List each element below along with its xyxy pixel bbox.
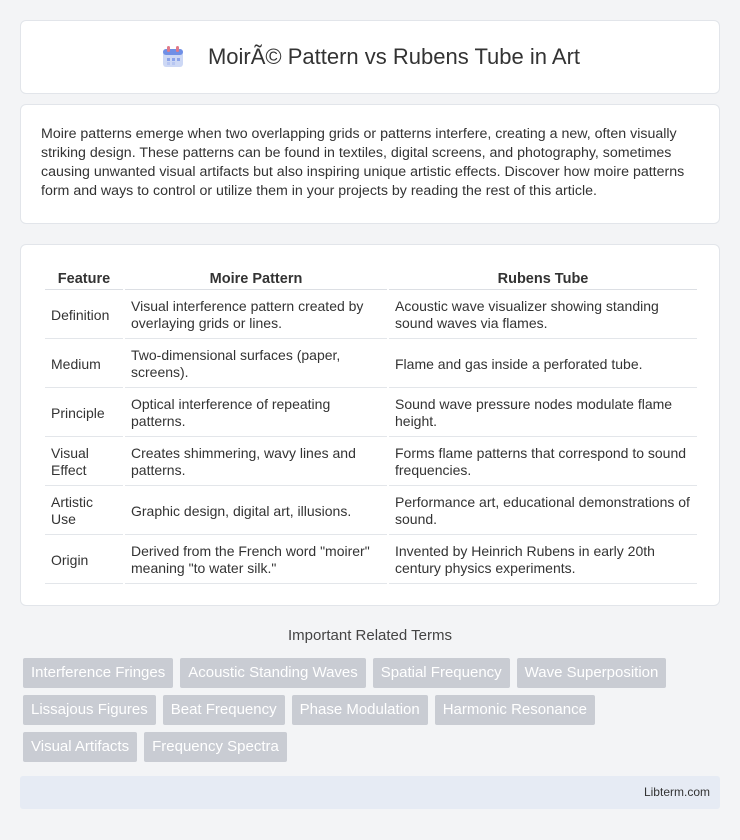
- table-row: [45, 341, 697, 388]
- row-rubens: Flame and gas inside a perforated tube.: [389, 341, 697, 388]
- related-terms-list: [23, 658, 723, 769]
- related-term-tag[interactable]: Wave Superposition: [517, 658, 667, 688]
- page-title: [160, 44, 580, 70]
- row-moire: Derived from the French word "moirer" meaning "to water silk.": [125, 537, 387, 584]
- row-feature: Principle: [45, 390, 123, 437]
- related-term-tag[interactable]: Interference Fringes: [23, 658, 173, 688]
- footer: [20, 776, 720, 809]
- table-row: [45, 439, 697, 486]
- row-moire: Two-dimensional surfaces (paper, screens).: [125, 341, 387, 388]
- row-moire: Visual interference pattern created by overlaying grids or lines.: [125, 292, 387, 339]
- table-row: [45, 292, 697, 339]
- row-feature: Artistic Use: [45, 488, 123, 535]
- related-term-tag[interactable]: Harmonic Resonance: [435, 695, 595, 725]
- row-rubens: Performance art, educational demonstrations of sound.: [389, 488, 697, 535]
- comparison-card: [20, 244, 720, 606]
- related-term-tag[interactable]: Beat Frequency: [163, 695, 285, 725]
- row-feature: Origin: [45, 537, 123, 584]
- table-row: [45, 537, 697, 584]
- row-moire: Optical interference of repeating patterns.: [125, 390, 387, 437]
- related-term-tag[interactable]: Frequency Spectra: [144, 732, 287, 762]
- row-feature: Visual Effect: [45, 439, 123, 486]
- page-title-text: MoirÃ© Pattern vs Rubens Tube in Art: [207, 44, 581, 69]
- table-row: [45, 488, 697, 535]
- row-rubens: Acoustic wave visualizer showing standing sound waves via flames.: [389, 292, 697, 339]
- row-moire: Graphic design, digital art, illusions.: [125, 488, 387, 535]
- related-term-tag[interactable]: Spatial Frequency: [373, 658, 510, 688]
- row-feature: Medium: [45, 341, 123, 388]
- related-terms-title: Important Related Terms: [288, 627, 452, 644]
- related-term-tag[interactable]: Phase Modulation: [292, 695, 428, 725]
- header-rubens: Rubens Tube: [389, 267, 697, 290]
- row-feature: Definition: [45, 292, 123, 339]
- related-term-tag[interactable]: Visual Artifacts: [23, 732, 137, 762]
- footer-site-link[interactable]: Libterm.com: [643, 785, 710, 799]
- row-rubens: Forms flame patterns that correspond to sound frequencies.: [389, 439, 697, 486]
- table-row: [45, 390, 697, 437]
- row-rubens: Invented by Heinrich Rubens in early 20th century physics experiments.: [389, 537, 697, 584]
- table-header-row: [45, 267, 697, 290]
- intro-text: Moire patterns emerge when two overlapping grids or patterns interfere, creating a new, often visually striking design. These patterns can be found in textiles, digital screens, and photography, sometimes causing unwanted visual artifacts but also inspiring unique artistic effects. Discover how moire patterns form and ways to control or utilize them in your projects by reading the rest of this article.: [41, 126, 685, 199]
- header-feature: Feature: [45, 267, 123, 290]
- header-moire: Moire Pattern: [125, 267, 387, 290]
- comparison-table: [43, 265, 699, 586]
- row-rubens: Sound wave pressure nodes modulate flame height.: [389, 390, 697, 437]
- row-moire: Creates shimmering, wavy lines and patterns.: [125, 439, 387, 486]
- intro-card: [20, 104, 720, 224]
- related-term-tag[interactable]: Acoustic Standing Waves: [180, 658, 366, 688]
- title-card: [20, 20, 720, 94]
- related-term-tag[interactable]: Lissajous Figures: [23, 695, 156, 725]
- calendar-icon: [160, 44, 186, 70]
